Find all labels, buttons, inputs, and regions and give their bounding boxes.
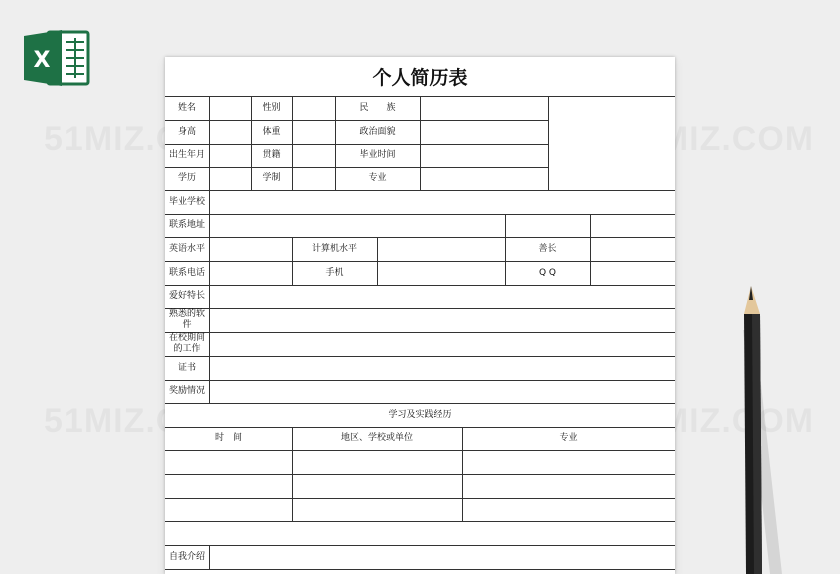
label-self-intro: 自我介绍	[168, 551, 205, 562]
label-address: 联系地址	[168, 220, 205, 230]
label-native: 贯籍	[262, 150, 281, 160]
label-major: 专业	[368, 173, 387, 183]
label-birth: 出生年月	[168, 150, 205, 160]
label-specialty: 善长	[538, 243, 557, 254]
label-software: 熟悉的软件	[168, 309, 205, 330]
label-weight: 体重	[262, 126, 281, 137]
col-major: 专业	[559, 433, 578, 443]
label-schooling: 学制	[262, 173, 281, 183]
label-english: 英语水平	[168, 243, 205, 254]
page-title: 个人简历表	[372, 67, 468, 89]
label-hobby: 爱好特长	[168, 291, 205, 301]
label-work-school: 在校期间的工作	[168, 333, 205, 354]
label-awards: 奖励情况	[168, 386, 205, 396]
label-height: 身高	[177, 126, 196, 137]
label-mobile: 手机	[325, 267, 344, 278]
label-phone: 联系电话	[168, 267, 205, 278]
label-political: 政治面貌	[359, 126, 396, 137]
col-place: 地区、学校或单位	[340, 433, 413, 443]
col-time: 时 间	[214, 433, 242, 443]
label-ethnicity: 民 族	[359, 102, 396, 113]
svg-text:X: X	[33, 48, 51, 73]
label-grad-time: 毕业时间	[359, 150, 396, 160]
label-qq: Q Q	[538, 267, 557, 278]
experience-heading: 学习及实践经历	[388, 409, 452, 420]
label-gender: 性别	[262, 102, 281, 113]
label-school: 毕业学校	[168, 196, 205, 207]
label-computer: 计算机水平	[311, 243, 357, 254]
label-education: 学历	[177, 173, 196, 183]
label-certificate: 证书	[177, 362, 196, 373]
label-name: 姓名	[177, 102, 196, 113]
